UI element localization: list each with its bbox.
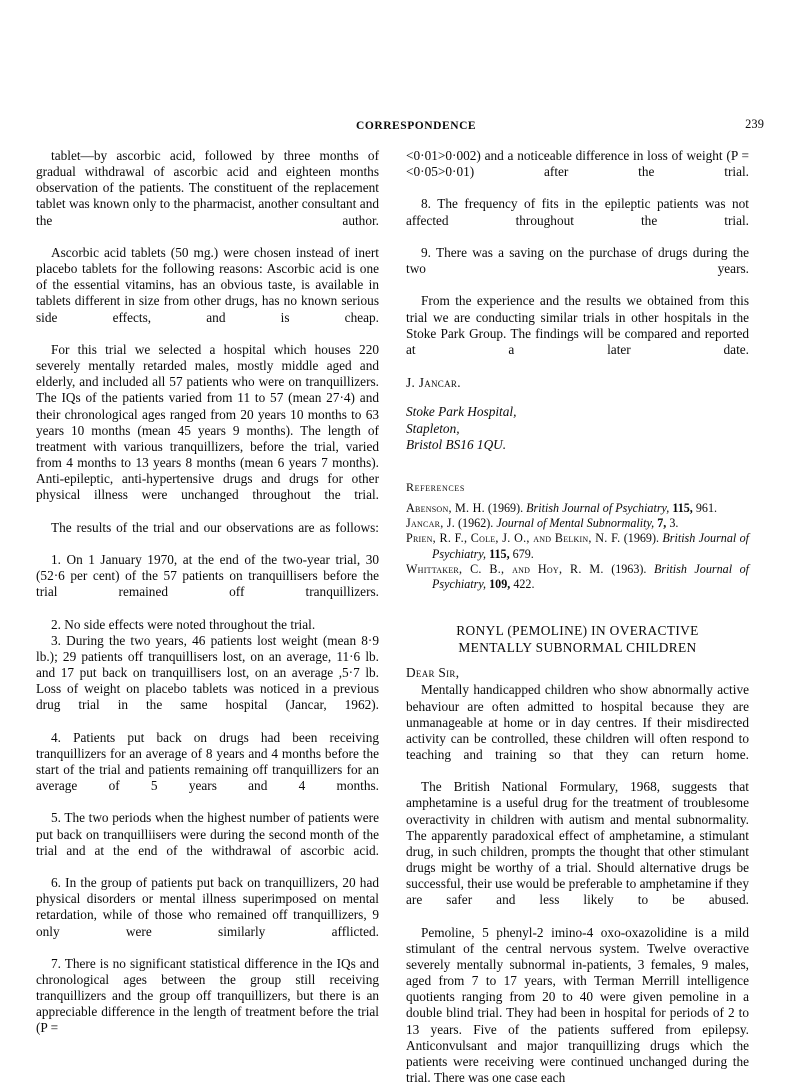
- address-block: [406, 404, 749, 452]
- paragraph: Mentally handicapped children who show abnormally active behaviour are often admitted to hospital because they are unmanageable at home or in day centres. If their misdirected activity can be controlled, these children will often respond to teaching and training so that they can return home.: [406, 682, 749, 762]
- article-title-line: MENTALLY SUBNORMAL CHILDREN: [458, 640, 697, 656]
- reference-journal: British Journal of Psychiatry,: [432, 531, 749, 561]
- reference-volume: 115,: [489, 546, 510, 561]
- paragraph: Pemoline, 5 phenyl-2 imino-4 oxo-oxazolidine is a mild stimulant of the central nervous system. Twelve overactive severely mentally subnormal in-patients, 3 females, 9 males, aged from 7 to 17 years, with Terman Merrill intelligence quotients ranging from 20 to 40 were given pemoline in a double blind trial. They had been in hospital for periods of 2 to 13 years. Five of the patients suffered from epilepsy. Anticonvulsant and major tranquillizing drugs which the patients were receiving were continued unchanged during the trial. There was one case each: [406, 924, 749, 1086]
- right-column: [406, 148, 749, 1086]
- reference-year: (1969).: [487, 500, 524, 515]
- address-line: Stapleton,: [406, 420, 460, 436]
- reference-volume: 109,: [489, 576, 511, 591]
- running-head: [36, 117, 764, 138]
- reference-authors: Abenson, M. H.: [406, 500, 485, 515]
- numbered-item: 1. On 1 January 1970, at the end of the two-year trial, 30 (52·6 per cent) of the 57 patients on tranquillisers before the trial remained off tranquillizers.: [36, 551, 379, 600]
- reference-pages: 422.: [513, 576, 535, 591]
- paragraph: tablet—by ascorbic acid, followed by three months of gradual withdrawal of ascorbic acid and eighteen months observation of the patients. The constituent of the replacement tablet was known only to the pharmacist, another consultant and the author.: [36, 148, 379, 228]
- reference-year: (1963).: [611, 561, 647, 576]
- address-line: Stoke Park Hospital,: [406, 404, 517, 420]
- numbered-item: 9. There was a saving on the purchase of drugs during the two years.: [406, 244, 749, 277]
- numbered-item: 3. During the two years, 46 patients lost weight (mean 8·9 lb.); 29 patients off tranquillisers lost, on an average, 11·6 lb. and 17 put back on tranquillisers lost, on an average ,5·7 lb. Loss of weight on placebo tablets was noticed in a previous drug trial in the same hospital (Jancar, 1962).: [36, 632, 379, 713]
- reference-journal: Journal of Mental Subnormality,: [496, 516, 655, 531]
- numbered-item: 2. No side effects were noted throughout the trial.: [51, 616, 316, 632]
- article-title-line: RONYL (PEMOLINE) IN OVERACTIVE: [456, 623, 699, 639]
- reference-entry: [406, 531, 749, 561]
- reference-authors: Jancar, J.: [406, 516, 455, 531]
- reference-volume: 115,: [672, 500, 693, 515]
- reference-pages: 3.: [669, 516, 679, 531]
- running-head-title: CORRESPONDENCE: [356, 120, 477, 132]
- numbered-item: 8. The frequency of fits in the epileptic patients was not affected throughout the trial.: [406, 196, 749, 228]
- reference-year: (1969).: [623, 531, 660, 546]
- reference-authors: Prien, R. F., Cole, J. O., and Belkin, N. F.: [406, 531, 621, 546]
- reference-journal: British Journal of Psychiatry,: [432, 561, 749, 591]
- numbered-item: 7. There is no significant statistical difference in the IQs and chronological ages between the group still receiving tranquillizers and the group off tranquillizers, but there is an appreciable difference in the length of treatment before the trial (P =: [36, 955, 379, 1036]
- salutation: Dear Sir,: [406, 665, 460, 681]
- reference-year: (1962).: [458, 516, 494, 531]
- reference-authors: Whittaker, C. B., and Hoy, R. M.: [406, 561, 604, 576]
- signature: J. Jancar.: [406, 375, 461, 391]
- numbered-item: 5. The two periods when the highest number of patients were put back on tranquilliisers were during the second month of the trial and at the end of the withdrawal of ascorbic acid.: [36, 810, 379, 858]
- paragraph: From the experience and the results we obtained from this trial we are conducting similar trials in other hospitals in the Stoke Park Group. The findings will be compared and reported at a later date.: [406, 293, 749, 357]
- references-heading: References: [406, 479, 465, 494]
- article-title: [406, 622, 749, 656]
- reference-entry: [406, 501, 749, 516]
- paragraph: Ascorbic acid tablets (50 mg.) were chosen instead of inert placebo tablets for the following reasons: Ascorbic acid is one of the essential vitamins, has an obvious taste, is available in tablets different in size from other drugs, has no known serious side effects, and is cheap.: [36, 244, 379, 325]
- reference-pages: 961.: [695, 500, 718, 515]
- address-line: Bristol BS16 1QU.: [406, 436, 507, 452]
- paragraph: For this trial we selected a hospital which houses 220 severely mentally retarded males, mostly middle aged and elderly, and included all 57 patients who were on tranquillizers. The IQs of the patients varied from 11 to 57 (mean 27·4) and their chronological ages ranged from 20 years 10 months to 63 years 10 months (mean 45 years 9 months). The length of treatment with various tranquillizers, before the trial, varied from 4 months to 13 years 8 months (mean 6 years 7 months). Anti-epileptic, anti-hypertensive drugs and drugs for other physical illness were unchanged throughout the trial.: [36, 341, 379, 503]
- reference-pages: 679.: [512, 546, 534, 561]
- page-number: 239: [745, 117, 764, 131]
- reference-journal: British Journal of Psychiatry,: [526, 500, 670, 515]
- left-column: [36, 148, 379, 1037]
- paragraph: The results of the trial and our observations are as follows:: [51, 519, 379, 535]
- reference-entry: [406, 562, 749, 592]
- paragraph: <0·01>0·002) and a noticeable difference in loss of weight (P = <0·05>0·01) after the trial.: [406, 148, 749, 180]
- numbered-item: 6. In the group of patients put back on tranquillizers, 20 had physical disorders or mental illness superimposed on mental retardation, while of those who remained off tranquillizers, 9 only were similarly afflicted.: [36, 875, 379, 939]
- numbered-item: 4. Patients put back on drugs had been receiving tranquillizers for an average of 8 years and 4 months before the start of the trial and patients remaining off tranquillizers for an average of 5 years and 4 months.: [36, 729, 379, 794]
- paragraph: The British National Formulary, 1968, suggests that amphetamine is a useful drug for the treatment of troublesome overactivity in children with autism and mental subnormality. The apparently paradoxical effect of amphetamine, a stimulant drug, in such children, prompts the thought that other stimulant drugs might be worthy of a trial. Should alternative drugs be successful, their use would be preferable to amphetamine if they are safer and less likely to be abused.: [406, 779, 749, 908]
- reference-entry: [406, 516, 749, 531]
- reference-volume: 7,: [657, 516, 667, 531]
